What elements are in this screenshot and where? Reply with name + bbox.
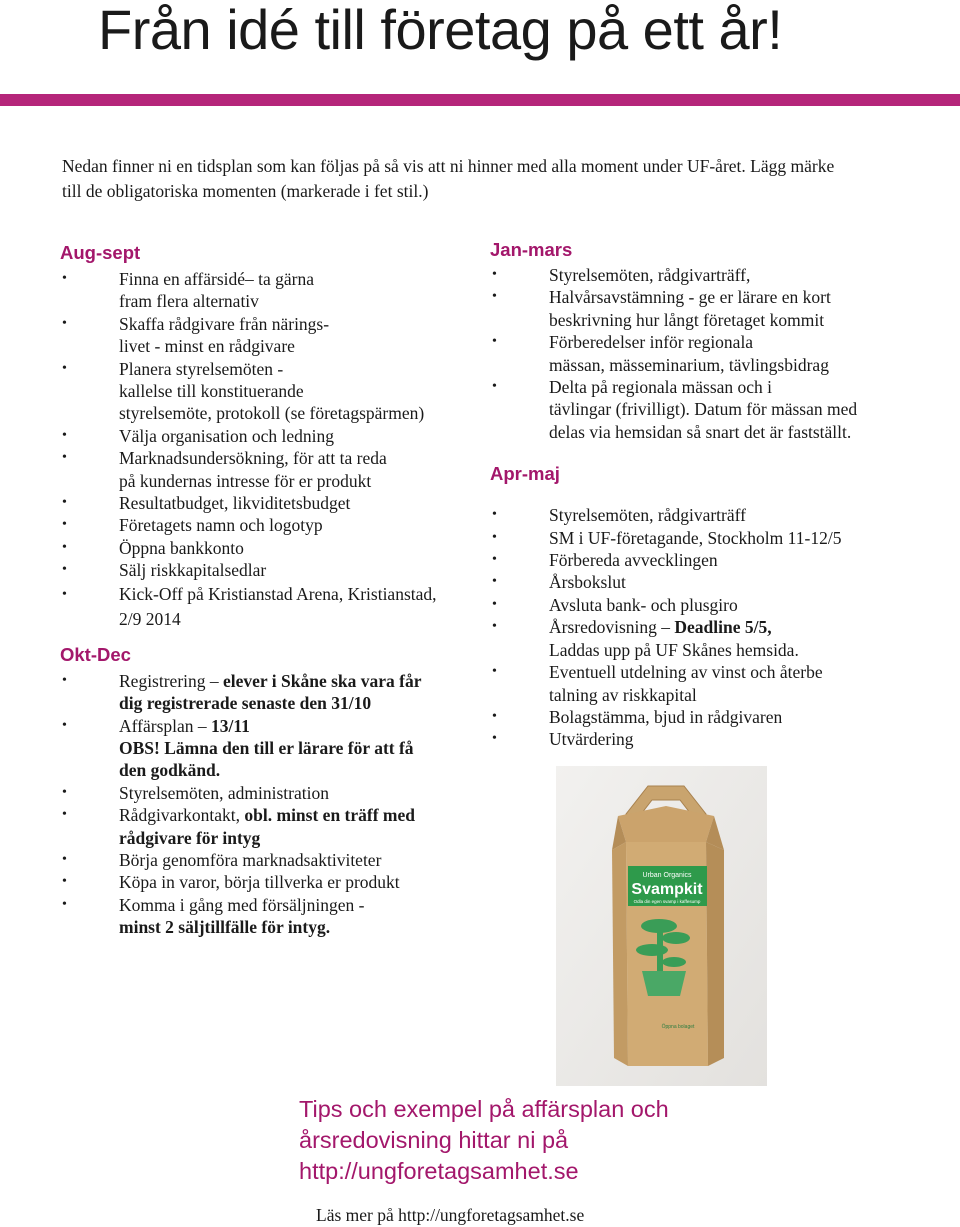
list-item: • Skaffa rådgivare från närings- livet - minst en rådgivare bbox=[60, 313, 480, 358]
page-title: Från idé till företag på ett år! bbox=[98, 0, 783, 61]
list-item: • Företagets namn och logotyp bbox=[60, 514, 480, 536]
list-item: • SM i UF-företagande, Stockholm 11-12/5 bbox=[490, 527, 950, 549]
list-item: • Komma i gång med försäljningen - minst 2 säljtillfälle för intyg. bbox=[60, 894, 480, 939]
list-item: • Köpa in varor, börja tillverka er produkt bbox=[60, 871, 480, 893]
box-logo-text: Öppna bolaget bbox=[661, 1024, 695, 1030]
svampkit-box-image bbox=[556, 766, 767, 1086]
list-item: • Styrelsemöten, rådgivarträff, bbox=[490, 264, 950, 286]
list-item: • Resultatbudget, likviditetsbudget bbox=[60, 492, 480, 514]
section-heading-okt-dec: Okt-Dec bbox=[60, 643, 131, 665]
footer-text: Läs mer på http://ungforetagsamhet.se bbox=[316, 1205, 585, 1225]
title-divider bbox=[0, 94, 960, 106]
list-item: • Utvärdering bbox=[490, 728, 950, 750]
tips-text bbox=[299, 1094, 819, 1187]
list-item: • Registrering – elever i Skåne ska vara får dig registrerade senaste den 31/10 bbox=[60, 670, 480, 715]
list-item: • Årsredovisning – Deadline 5/5, Laddas upp på UF Skånes hemsida. bbox=[490, 616, 950, 661]
list-item: • Styrelsemöten, administration bbox=[60, 782, 480, 804]
list-item: • Sälj riskkapitalsedlar bbox=[60, 559, 480, 581]
tips-line: årsredovisning hittar ni på bbox=[299, 1127, 569, 1153]
list-item: • Bolagstämma, bjud in rådgivaren bbox=[490, 706, 950, 728]
list-item: • Eventuell utdelning av vinst och återbe talning av riskkapital bbox=[490, 661, 950, 706]
list-item: • Kick-Off på Kristianstad Arena, Kristianstad, 2/9 2014 bbox=[60, 582, 480, 632]
list-item: • Halvårsavstämning - ge er lärare en kort beskrivning hur långt företaget kommit bbox=[490, 286, 950, 331]
apr-maj-list bbox=[490, 504, 950, 750]
list-item: • Planera styrelsemöten - kallelse till konstituerande styrelsemöte, protokoll (se företagspärmen) bbox=[60, 358, 480, 425]
tips-line: Tips och exempel på affärsplan och bbox=[299, 1096, 669, 1122]
okt-dec-list bbox=[60, 670, 480, 939]
intro-line: till de obligatoriska momenten (markerade i fet stil.) bbox=[62, 181, 429, 201]
list-item: • Finna en affärsidé– ta gärna fram flera alternativ bbox=[60, 268, 480, 313]
list-item: • Affärsplan – 13/11 OBS! Lämna den till er lärare för att få den godkänd. bbox=[60, 715, 480, 782]
right-column bbox=[490, 237, 950, 751]
section-heading-apr-maj: Apr-maj bbox=[490, 463, 560, 485]
left-column bbox=[60, 240, 480, 939]
section-heading-jan-mars: Jan-mars bbox=[490, 239, 573, 260]
list-item: • Årsbokslut bbox=[490, 571, 950, 593]
list-item: • Styrelsemöten, rådgivarträff bbox=[490, 504, 950, 526]
list-item: • Marknadsundersökning, för att ta reda på kundernas intresse för er produkt bbox=[60, 447, 480, 492]
section-heading-aug-sept: Aug-sept bbox=[60, 242, 141, 263]
aug-sept-list bbox=[60, 268, 480, 632]
list-item: • Förberedelser inför regionala mässan, mässeminarium, tävlingsbidrag bbox=[490, 331, 950, 376]
box-tagline: Odla din egen svamp i kaffesump bbox=[633, 899, 701, 904]
box-brand-text: Urban Organics bbox=[642, 872, 692, 879]
tips-link[interactable]: http://ungforetagsamhet.se bbox=[299, 1158, 579, 1184]
box-product-name: Svampkit bbox=[631, 881, 703, 898]
jan-mars-list bbox=[490, 264, 950, 443]
list-item: • Avsluta bank- och plusgiro bbox=[490, 594, 950, 616]
list-item: • Delta på regionala mässan och i tävlingar (frivilligt). Datum för mässan med delas via hemsidan så snart det är fastställt. bbox=[490, 376, 950, 443]
intro-text bbox=[62, 154, 942, 204]
intro-line: Nedan finner ni en tidsplan som kan följas på så vis att ni hinner med alla moment under UF-året. Lägg märke bbox=[62, 156, 835, 176]
list-item: • Rådgivarkontakt, obl. minst en träff med rådgivare för intyg bbox=[60, 804, 480, 849]
list-item: • Förbereda avvecklingen bbox=[490, 549, 950, 571]
list-item: • Börja genomföra marknadsaktiviteter bbox=[60, 849, 480, 871]
list-item: • Välja organisation och ledning bbox=[60, 425, 480, 447]
list-item: • Öppna bankkonto bbox=[60, 537, 480, 559]
product-photo bbox=[556, 766, 767, 1086]
